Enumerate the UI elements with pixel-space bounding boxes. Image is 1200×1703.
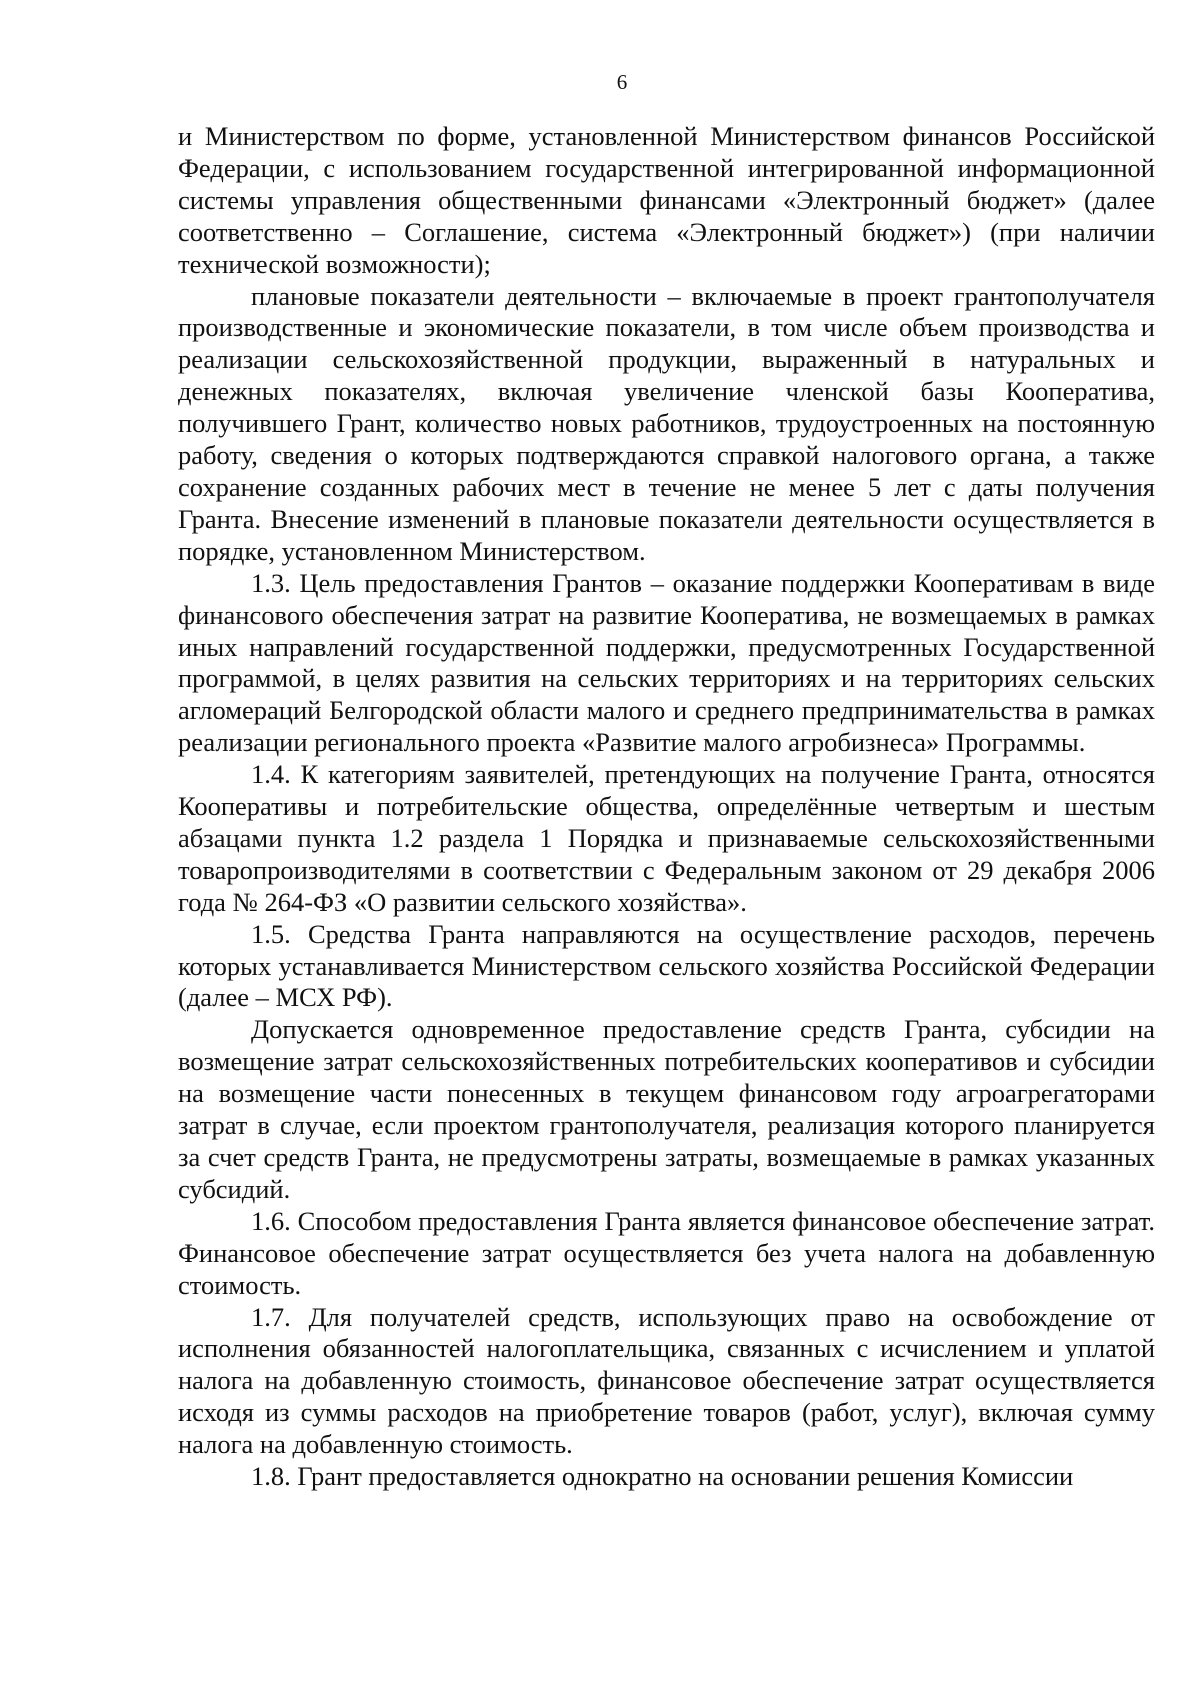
paragraph-1-3: 1.3. Цель предоставления Грантов – оказание поддержки Кооперативам в виде финансового обеспечения затрат на развитие Кооператива, не возмещаемых в рамках иных направлений государственной поддержки, предусмотренных Государственной программой, в целях развития на сельских территориях и на территориях сельских агломераций Белгородской области малого и среднего предпринимательства в рамках реализации регионального проекта «Развитие малого агробизнеса» Программы. xyxy=(178,567,1155,758)
paragraph-1-6: 1.6. Способом предоставления Гранта является финансовое обеспечение затрат. Финансовое обеспечение затрат осуществляется без учета налога на добавленную стоимость. xyxy=(178,1205,1155,1300)
paragraph-1-5: 1.5. Средства Гранта направляются на осуществление расходов, перечень которых устанавливается Министерством сельского хозяйства Российской Федерации (далее – МСХ РФ). xyxy=(178,918,1155,1013)
paragraph-1-7: 1.7. Для получателей средств, использующих право на освобождение от исполнения обязанностей налогоплательщика, связанных с исчислением и уплатой налога на добавленную стоимость, финансовое обеспечение затрат осуществляется исходя из суммы расходов на приобретение товаров (работ, услуг), включая сумму налога на добавленную стоимость. xyxy=(178,1301,1155,1460)
document-body xyxy=(178,121,1155,1493)
page-number: 6 xyxy=(616,70,628,94)
paragraph-planned-indicators: плановые показатели деятельности – включаемые в проект грантополучателя производственные и экономические показатели, в том числе объем производства и реализации сельскохозяйственной продукции, выраженный в натуральных и денежных показателях, включая увеличение членской базы Кооператива, получившего Грант, количество новых работников, трудоустроенных на постоянную работу, сведения о которых подтверждаются справкой налогового органа, а также сохранение созданных рабочих мест в течение не менее 5 лет с даты получения Гранта. Внесение изменений в плановые показатели деятельности осуществляется в порядке, установленном Министерством. xyxy=(178,280,1155,566)
paragraph-1-8: 1.8. Грант предоставляется однократно на основании решения Комиссии xyxy=(251,1461,1074,1492)
paragraph-allowed-simultaneous: Допускается одновременное предоставление средств Гранта, субсидии на возмещение затрат сельскохозяйственных потребительских кооперативов и субсидии на возмещение части понесенных в текущем финансовом году агроагрегаторами затрат в случае, если проектом грантополучателя, реализация которого планируется за счет средств Гранта, не предусмотрены затраты, возмещаемые в рамках указанных субсидий. xyxy=(178,1014,1155,1204)
paragraph-1-4: 1.4. К категориям заявителей, претендующих на получение Гранта, относятся Кооперативы и потребительские общества, определённые четвертым и шестым абзацами пункта 1.2 раздела 1 Порядка и признаваемые сельскохозяйственными товаропроизводителями в соответствии с Федеральным законом от 29 декабря 2006 года № 264-ФЗ «О развитии сельского хозяйства». xyxy=(178,759,1155,917)
paragraph-continuation: и Министерством по форме, установленной Министерством финансов Российской Федерации, с использованием государственной интегрированной информационной системы управления общественными финансами «Электронный бюджет» (далее соответственно – Соглашение, система «Электронный бюджет») (при наличии технической возможности); xyxy=(178,121,1155,279)
